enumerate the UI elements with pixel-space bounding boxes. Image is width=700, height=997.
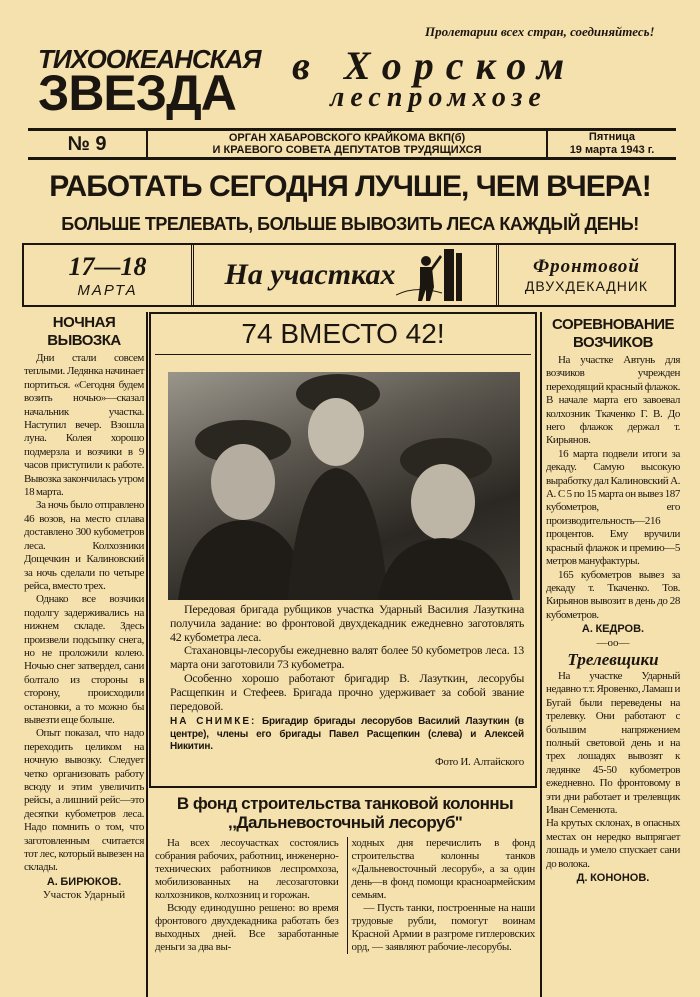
photo-caption-text: Бригадир бригады лесорубов Василий Лазуткин (в центре), члены его бригады Павел Расщепкин (слева) и Алексей Никитин. — [170, 716, 524, 753]
banner-right-line1: Фронтовой — [532, 256, 641, 277]
author-place: Участок Ударный — [42, 889, 126, 902]
issue-date — [548, 131, 676, 157]
edition-subtitle-line1: в Хорском — [292, 43, 577, 88]
banner-logo-text: На участках — [224, 258, 396, 291]
banner-dates — [24, 245, 194, 305]
date: 19 марта 1943 г. — [569, 144, 655, 156]
section-banner — [22, 243, 676, 307]
paragraph: 165 кубометров вывез за декаду т. Ткаченко. Тов. Кирьянов вывозит в день до 28 кубометров. — [546, 568, 680, 621]
banner-right — [499, 245, 674, 305]
article-column-1 — [155, 837, 339, 954]
weekday: Пятница — [588, 131, 636, 143]
photo-credit: Фото И. Алтайского — [434, 755, 524, 768]
issue-info-row — [28, 128, 676, 160]
masthead-motto: Пролетарии всех стран, соединяйтесь! — [425, 24, 655, 39]
paragraph: Однако все возчики подолгу задерживались на нижнем складе. Здесь произвели подсыпку снега, но не проложили колею. Ночью снег затвердел, сани болтало из стороны в сторону, происходили остановки, а то можно бы вывезти еще больше. — [24, 593, 144, 726]
author: Д. КОНОНОВ. — [576, 872, 650, 885]
paragraph: Опыт показал, что надо переходить целиком на ночную вывозку. Следует четко организовать работу всюду и этим увеличить рейсы, а лишний рейс—это десятки кубометров леса. Надо помнить о том, что заготовленным считается тот лес, который вывезен на склады. — [24, 727, 144, 874]
column-divider — [540, 312, 542, 997]
paragraph: Стахановцы-лесорубы ежедневно валят более 50 кубометров леса. 13 марта они заготовили 73 кубометра. — [170, 643, 524, 672]
divider — [155, 354, 531, 355]
organ-line2: И КРАЕВОГО СОВЕТА ДЕПУТАТОВ ТРУДЯЩИХСЯ — [212, 144, 482, 156]
article-haulers-competition — [546, 316, 680, 885]
paragraph: На крутых склонах, в опасных местах он нередко выпрягает лошадь и умело спускает сани до волока. — [546, 817, 680, 870]
organ-statement — [146, 131, 548, 157]
article-tank-column-fund — [155, 794, 535, 954]
paragraph: Всюду единодушно решено: во время фронтового двухдекадника работать без выходных дней. Все заработанные деньги за два вы- — [155, 902, 339, 953]
paragraph: Дни стали совсем теплыми. Ледянка начинает портиться. «Сегодня будем возить ночью»—сказал начальник участка. Наступил вечер. Взошла луна. Колея хорошо подмерзла и возчики в 9 часов приступили к работе. Вывозка закончилась утром 18 марта. — [24, 352, 144, 499]
article-title: СОРЕВНОВАНИЕ ВОЗЧИКОВ — [551, 316, 674, 351]
photo-caption — [170, 716, 524, 754]
column-divider — [146, 312, 148, 997]
edition-subtitle-line2: леспромхозе — [330, 82, 547, 113]
paragraph: На участке Ударный недавно т.т. Яровенко, Ламаш и Бугай были переведены на трелевку. Они работают с большим напряжением полный световой день и на трех лошадях вывозят к ледянке 45-50 кубометров ежедневно. По фронтовому в эти дни работает и трелевщик Иван Семенюта. — [546, 669, 680, 816]
author: А. БИРЮКОВ. — [46, 875, 122, 888]
newspaper-title-line1: ТИХООКЕАНСКАЯ — [38, 44, 261, 74]
banner-month: МАРТА — [77, 281, 138, 299]
sub-headline: БОЛЬШЕ ТРЕЛЕВАТЬ, БОЛЬШЕ ВЫВОЗИТЬ ЛЕСА КАЖДЫЙ ДЕНЬ! — [61, 214, 639, 234]
article-title-skidders: Трелевщики — [567, 649, 659, 669]
lumberjack-illustration-icon — [396, 247, 466, 303]
paragraph: Передовая бригада рубщиков участка Ударный Василия Лазуткина получила задание: во фронтовой двухдекадник ежедневно заготовлять 42 кубометра леса. — [170, 602, 524, 644]
banner-date-range: 17—18 — [68, 251, 147, 281]
article-title: НОЧНАЯ ВЫВОЗКА — [47, 314, 121, 349]
photo-caption-label: НА СНИМКЕ: — [170, 716, 257, 728]
photo-article-text — [170, 603, 524, 770]
paragraph: ходных дня перечислить в фонд строительства колонны танков «Дальневосточный лесоруб», а за один день—в фонд помощи красноармейским семьям. — [351, 837, 535, 901]
three-lumberjacks-image — [168, 372, 520, 600]
article-night-hauling — [24, 314, 144, 903]
paragraph: — Пусть танки, построенные на наши трудовые рубли, помогут воинам Красной Армии в разгроме гитлеровских орд, — заявляют рабочие-лесорубы. — [351, 902, 535, 953]
banner-right-line2: ДВУХДЕКАДНИК — [524, 278, 649, 294]
paragraph: Особенно хорошо работают бригадир В. Лазуткин, лесорубы Расщепкин и Стефеев. Бригада прочно удерживает за собой звание передовой. — [170, 670, 524, 713]
main-headline: РАБОТАТЬ СЕГОДНЯ ЛУЧШЕ, ЧЕМ ВЧЕРА! — [49, 170, 651, 203]
paragraph: 16 марта подвели итоги за декаду. Самую высокую выработку дал Калиновский А. А. С 5 по 15 марта он вывез 187 кубометров, его производительность—216 процентов. Ему вручили красный флажок и премию—5 метров мануфактуры. — [546, 447, 680, 568]
paragraph: За ночь было отправлено 46 возов, на место сплава доставлено 300 кубометров леса. Колхозники Дощечкин и Калиновский за ночь сделали по четыре рейса, вместо трех. — [24, 499, 144, 592]
issue-number: № 9 — [67, 132, 107, 155]
article-title: В фонд строительства танковой колонны ,,Дальневосточный лесоруб'' — [176, 794, 514, 832]
author: А. КЕДРОВ. — [581, 623, 645, 636]
brigade-photo — [168, 372, 520, 600]
organ-line1: ОРГАН ХАБАРОВСКОГО КРАЙКОМА ВКП(б) — [228, 132, 466, 144]
paragraph: На всех лесоучастках состоялись собрания рабочих, работниц, инженерно-технических работников леспромхоза, мобилизованных на лесозаготовки колхозников, колхозниц и горожан. — [155, 837, 339, 901]
banner-logo — [194, 245, 499, 305]
article-column-2 — [347, 837, 536, 954]
separator: —oo— — [596, 636, 630, 649]
newspaper-title-line2: ЗВЕЗДА — [38, 65, 236, 121]
paragraph: На участке Автунь для возчиков учрежден переходящий красный флажок. В начале марта его завоевал колхозник Ткаченко Г. В. До него флажок держал т. Кирьянов. — [546, 354, 680, 447]
photo-article-title: 74 ВМЕСТО 42! — [241, 318, 445, 349]
